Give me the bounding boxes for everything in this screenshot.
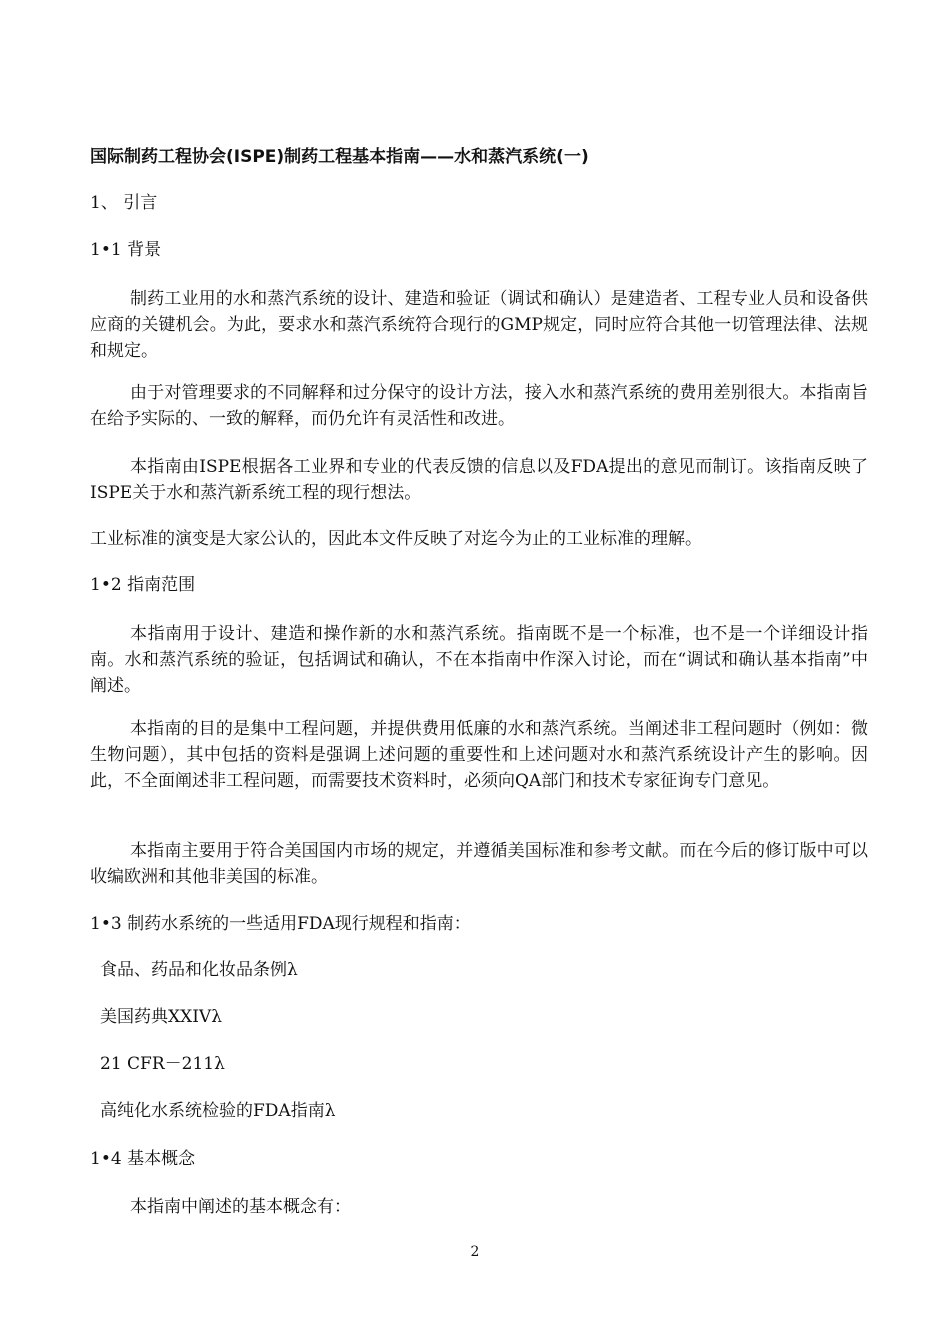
section-heading-1: 1、 引言: [90, 193, 158, 213]
paragraph-1-2-b: 本指南的目的是集中工程问题，并提供费用低廉的水和蒸汽系统。当阐述非工程问题时（例如：微生物问题），其中包括的资料是强调上述问题的重要性和上述问题对水和蒸汽系统设计产生的影响。因此，不全面阐述非工程问题，而需要技术资料时，必须向QA部门和技术专家征询专门意见。: [90, 719, 868, 791]
list-item: 食品、药品和化妆品条例λ: [100, 960, 298, 980]
paragraph-1-1-d: 工业标准的演变是大家公认的，因此本文件反映了对迄今为止的工业标准的理解。: [90, 529, 702, 549]
section-heading-1-4: 1•4 基本概念: [90, 1149, 196, 1169]
paragraph-1-2-a: 本指南用于设计、建造和操作新的水和蒸汽系统。指南既不是一个标准，也不是一个详细设计指南。水和蒸汽系统的验证，包括调试和确认，不在本指南中作深入讨论，而在“调试和确认基本指南”中阐述。: [90, 624, 868, 696]
paragraph-1-1-c: 本指南由ISPE根据各工业界和专业的代表反馈的信息以及FDA提出的意见而制订。该指南反映了ISPE关于水和蒸汽新系统工程的现行想法。: [90, 457, 868, 503]
list-item: 高纯化水系统检验的FDA指南λ: [100, 1101, 336, 1121]
document-title: 国际制药工程协会(ISPE)制药工程基本指南——水和蒸汽系统(一): [90, 147, 589, 167]
paragraph-1-1-a: 制药工业用的水和蒸汽系统的设计、建造和验证（调试和确认）是建造者、工程专业人员和设备供应商的关键机会。为此，要求水和蒸汽系统符合现行的GMP规定，同时应符合其他一切管理法律、法规和规定。: [90, 289, 868, 361]
section-heading-1-1: 1•1 背景: [90, 240, 162, 260]
paragraph-1-2-c: 本指南主要用于符合美国国内市场的规定，并遵循美国标准和参考文献。而在今后的修订版中可以收编欧洲和其他非美国的标准。: [90, 841, 868, 887]
list-item: 美国药典XXIVλ: [100, 1007, 222, 1027]
section-heading-1-3: 1•3 制药水系统的一些适用FDA现行规程和指南：: [90, 914, 471, 934]
list-item: 21 CFR－211λ: [100, 1054, 225, 1074]
page-number: 2: [470, 1244, 480, 1260]
paragraph-1-1-b: 由于对管理要求的不同解释和过分保守的设计方法，接入水和蒸汽系统的费用差别很大。本指南旨在给予实际的、一致的解释，而仍允许有灵活性和改进。: [90, 383, 868, 429]
paragraph-1-4-a: 本指南中阐述的基本概念有：: [130, 1197, 351, 1217]
section-heading-1-2: 1•2 指南范围: [90, 575, 196, 595]
